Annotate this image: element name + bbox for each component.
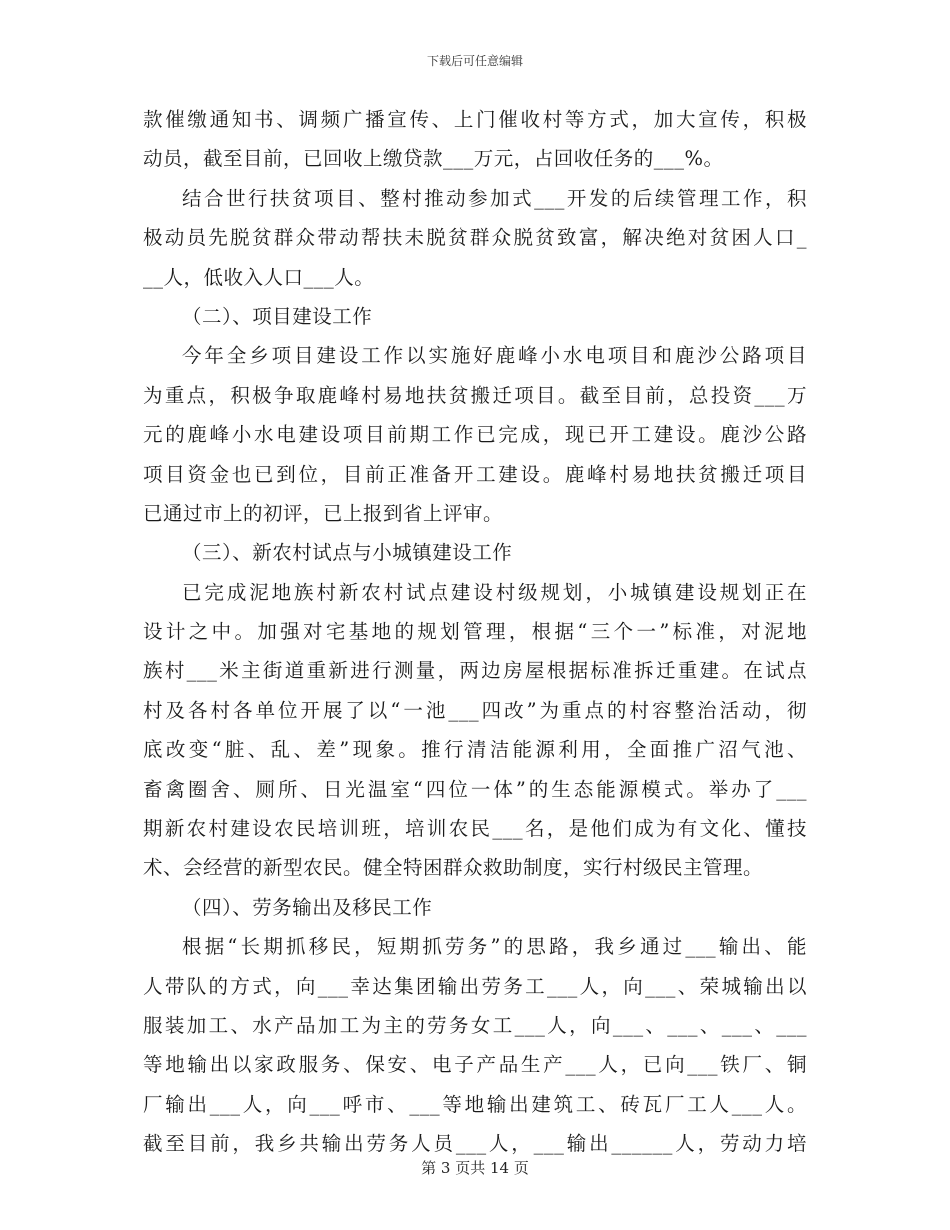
page-header-note: 下载后可任意编辑 xyxy=(426,54,523,68)
text-line: 今年全乡项目建设工作以实施好鹿峰小水电项目和鹿沙公路项目 xyxy=(182,344,807,368)
text-line: 期新农村建设农民培训班，培训农民___名，是他们成为有文化、懂技 xyxy=(143,817,807,841)
text-line: 动员，截至目前，已回收上缴贷款___万元，占回收任务的___%。 xyxy=(143,147,724,171)
section-heading: （二）、项目建设工作 xyxy=(182,304,373,328)
text-line: 已完成泥地族村新农村试点建设村级规划，小城镇建设规划正在 xyxy=(182,580,807,604)
text-line: 人带队的方式，向___幸达集团输出劳务工___人，向___、荣城输出以 xyxy=(143,974,807,998)
text-line: 设计之中。加强对宅基地的规划管理，根据“三个一”标准，对泥地 xyxy=(143,620,807,644)
text-line: 极动员先脱贫群众带动帮扶未脱贫群众脱贫致富，解决绝对贫困人口_ xyxy=(143,226,807,250)
text-line: 款催缴通知书、调频广播宣传、上门催收村等方式，加大宣传，积极 xyxy=(143,108,807,131)
text-line: 族村___米主街道重新进行测量，两边房屋根据标准拆迁重建。在试点 xyxy=(143,659,807,683)
text-line: 截至目前，我乡共输出劳务人员___人，___输出______人，劳动力培 xyxy=(143,1132,807,1156)
text-line: 村及各村各单位开展了以“一池___四改”为重点的村容整治活动，彻 xyxy=(143,698,807,722)
text-line: __人，低收入人口___人。 xyxy=(143,265,375,289)
text-line: 术、会经营的新型农民。健全特困群众救助制度，实行村级民主管理。 xyxy=(143,856,764,880)
text-line: 元的鹿峰小水电建设项目前期工作已完成，现已开工建设。鹿沙公路 xyxy=(143,423,807,447)
section-heading: （四）、劳务输出及移民工作 xyxy=(182,895,433,919)
text-line: 项目资金也已到位，目前正准备开工建设。鹿峰村易地扶贫搬迁项目 xyxy=(143,462,807,486)
text-line: 为重点，积极争取鹿峰村易地扶贫搬迁项目。截至目前，总投资___万 xyxy=(143,383,807,407)
text-line: 已通过市上的初评，已上报到省上评审。 xyxy=(143,501,504,525)
section-heading: （三）、新农村试点与小城镇建设工作 xyxy=(182,541,513,565)
text-line: 底改变“脏、乱、差”现象。推行清洁能源利用，全面推广沼气池、 xyxy=(143,738,807,762)
text-line: 服装加工、水产品加工为主的劳务女工___人，向___、___、___、___ xyxy=(143,1013,807,1037)
text-line: 畜禽圈舍、厕所、日光温室“四位一体”的生态能源模式。举办了___ xyxy=(143,777,807,801)
text-line: 根据“长期抓移民，短期抓劳务”的思路，我乡通过___输出、能 xyxy=(182,935,807,959)
text-line: 等地输出以家政服务、保安、电子产品生产___人，已向___铁厂、铜 xyxy=(143,1053,807,1077)
page-number: 第 3 页共 14 页 xyxy=(421,1159,529,1177)
document-body xyxy=(143,100,807,1164)
text-line: 结合世行扶贫项目、整村推动参加式___开发的后续管理工作，积 xyxy=(182,186,807,210)
text-line: 厂输出___人，向___呼市、___等地输出建筑工、砖瓦厂工人___人。 xyxy=(143,1092,807,1116)
